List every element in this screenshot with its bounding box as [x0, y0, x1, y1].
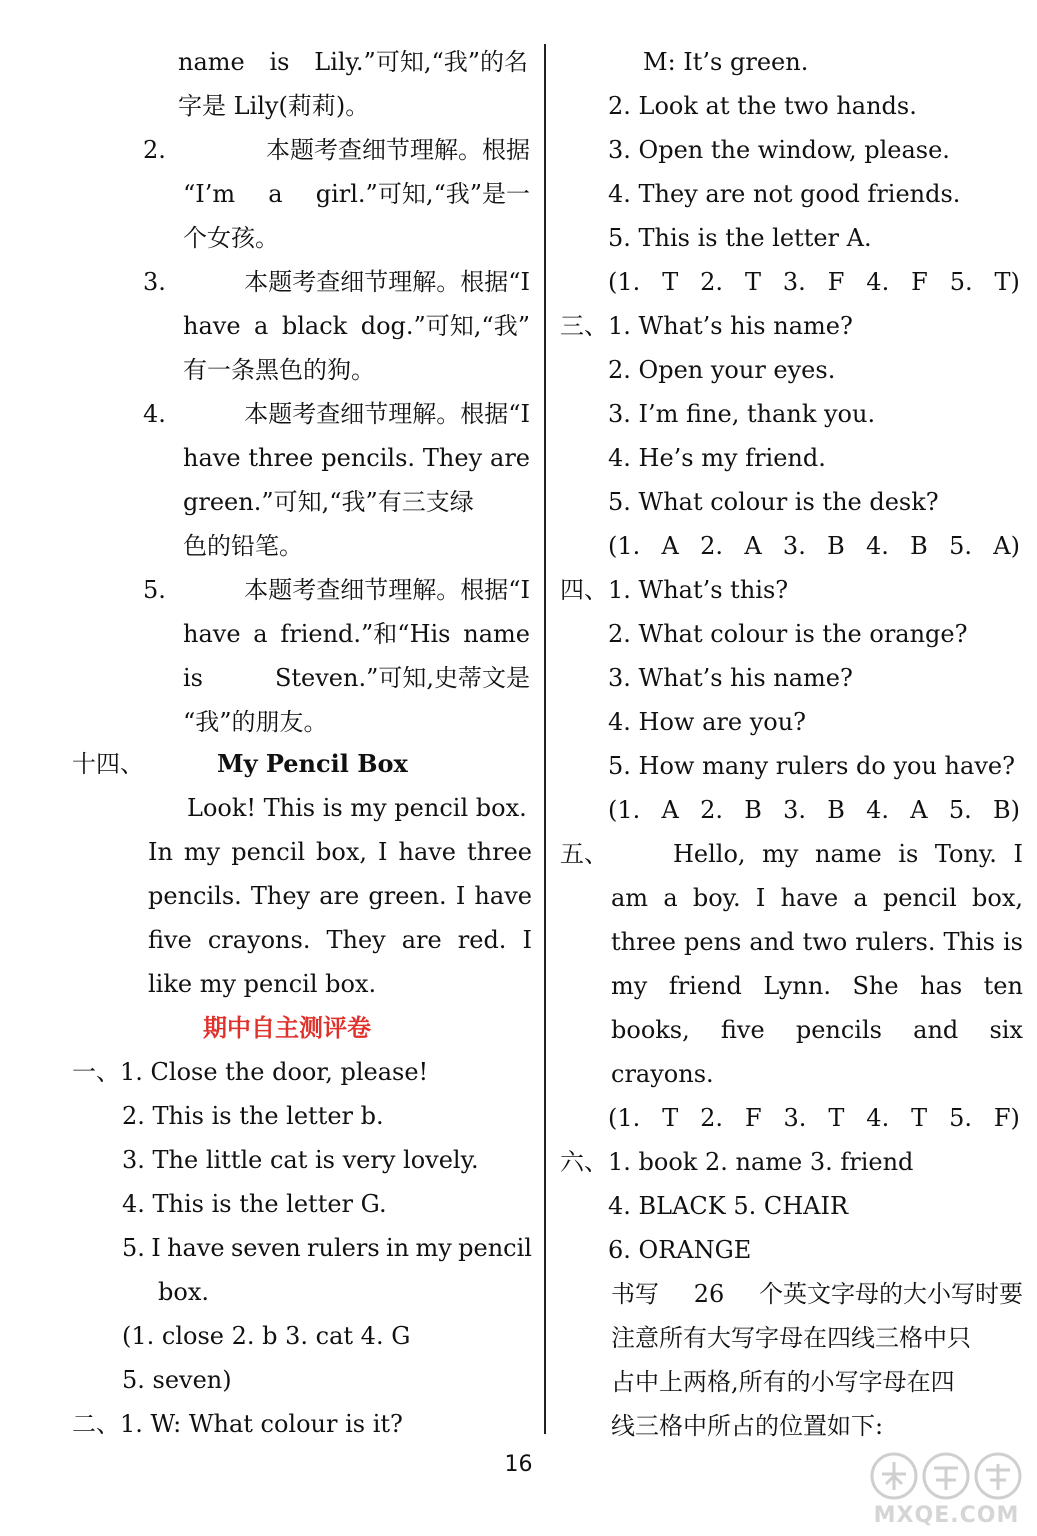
right-line-8: 2. Open your eyes. [608, 356, 836, 384]
right-line-27: 六、1. book 2. name 3. friend [560, 1148, 914, 1176]
left-line-6: 3. 本题考查细节理解。根据“I [143, 268, 530, 296]
right-line-24: books, five pencils and six [611, 1016, 1023, 1044]
left-line-32: 5. seven) [122, 1366, 232, 1394]
right-line-20: Hello, my name is Tony. I [673, 840, 1023, 868]
right-line-9: 3. I’m fine, thank you. [608, 400, 876, 428]
left-line-5: 个女孩。 [183, 224, 279, 252]
watermark [864, 1450, 1029, 1530]
page-number: 16 [504, 1452, 533, 1477]
left-line-10: have three pencils. They are [183, 444, 530, 472]
left-line-13: 5. 本题考查细节理解。根据“I [143, 576, 530, 604]
right-line-4: 4. They are not good friends. [608, 180, 961, 208]
left-line-1: name is Lily.”可知,“我”的名 [178, 48, 528, 76]
right-line-1: M: It’s green. [643, 48, 809, 76]
left-line-28: 4. This is the letter G. [122, 1190, 387, 1218]
left-line-3: 2. 本题考查细节理解。根据 [143, 136, 530, 164]
right-line-30: 书写 26 个英文字母的大小写时要 [611, 1280, 1023, 1308]
left-line-31: (1. close 2. b 3. cat 4. G [122, 1322, 411, 1350]
left-line-23: like my pencil box. [148, 970, 377, 998]
left-line-21: pencils. They are green. I have [148, 882, 532, 910]
left-line-2: 字是 Lily(莉莉)。 [178, 92, 370, 120]
right-line-15: 3. What’s his name? [608, 664, 853, 692]
left-line-11: green.”可知,“我”有三支绿 [183, 488, 474, 516]
left-line-26: 2. This is the letter b. [122, 1102, 384, 1130]
left-line-17: 十四、 [72, 750, 144, 778]
left-line-27: 3. The little cat is very lovely. [122, 1146, 479, 1174]
right-line-18: (1. A 2. B 3. B 4. A 5. B) [608, 796, 1020, 824]
column-divider [544, 44, 546, 1434]
left-line-30: box. [158, 1278, 209, 1306]
right-line-21: am a boy. I have a pencil box, [611, 884, 1023, 912]
right-line-29: 6. ORANGE [608, 1236, 752, 1264]
left-line-16: “我”的朋友。 [183, 708, 328, 736]
left-line-14: have a friend.”和“His name [183, 620, 530, 648]
left-line-22: five crayons. They are red. I [148, 926, 532, 954]
right-line-7: 三、1. What’s his name? [560, 312, 853, 340]
right-line-19: 五、 [560, 840, 608, 868]
right-line-11: 5. What colour is the desk? [608, 488, 939, 516]
left-line-24: 期中自主测评卷 [203, 1014, 371, 1042]
right-line-2: 2. Look at the two hands. [608, 92, 917, 120]
right-line-22: three pens and two rulers. This is [611, 928, 1023, 956]
left-line-25: 一、1. Close the door, please! [72, 1058, 429, 1086]
left-line-4: “I’m a girl.”可知,“我”是一 [183, 180, 530, 208]
left-line-19: Look! This is my pencil box. [187, 794, 527, 822]
right-line-6: (1. T 2. T 3. F 4. F 5. T) [608, 268, 1020, 296]
right-line-32: 占中上两格,所有的小写字母在四 [611, 1368, 955, 1396]
left-line-7: have a black dog.”可知,“我” [183, 312, 530, 340]
right-line-28: 4. BLACK 5. CHAIR [608, 1192, 849, 1220]
left-line-9: 4. 本题考查细节理解。根据“I [143, 400, 530, 428]
left-line-12: 色的铅笔。 [183, 532, 303, 560]
left-line-20: In my pencil box, I have three [148, 838, 532, 866]
left-line-18: My Pencil Box [217, 749, 408, 778]
right-line-17: 5. How many rulers do you have? [608, 752, 1015, 780]
right-line-23: my friend Lynn. She has ten [611, 972, 1023, 1000]
right-line-26: (1. T 2. F 3. T 4. T 5. F) [608, 1104, 1020, 1132]
right-line-31: 注意所有大写字母在四线三格中只 [611, 1324, 971, 1352]
right-line-3: 3. Open the window, please. [608, 136, 950, 164]
right-line-14: 2. What colour is the orange? [608, 620, 968, 648]
left-line-33: 二、1. W: What colour is it? [72, 1410, 403, 1438]
right-line-5: 5. This is the letter A. [608, 224, 872, 252]
right-line-10: 4. He’s my friend. [608, 444, 826, 472]
right-line-25: crayons. [611, 1060, 714, 1088]
left-line-15: is Steven.”可知,史蒂文是 [183, 664, 530, 692]
right-line-12: (1. A 2. A 3. B 4. B 5. A) [608, 532, 1020, 560]
left-line-8: 有一条黑色的狗。 [183, 356, 375, 384]
watermark-text: MXQE.COM [873, 1503, 1020, 1528]
right-line-33: 线三格中所占的位置如下: [611, 1412, 884, 1440]
right-line-13: 四、1. What’s this? [560, 576, 789, 604]
right-line-16: 4. How are you? [608, 708, 807, 736]
left-line-29: 5. I have seven rulers in my pencil [122, 1234, 532, 1262]
